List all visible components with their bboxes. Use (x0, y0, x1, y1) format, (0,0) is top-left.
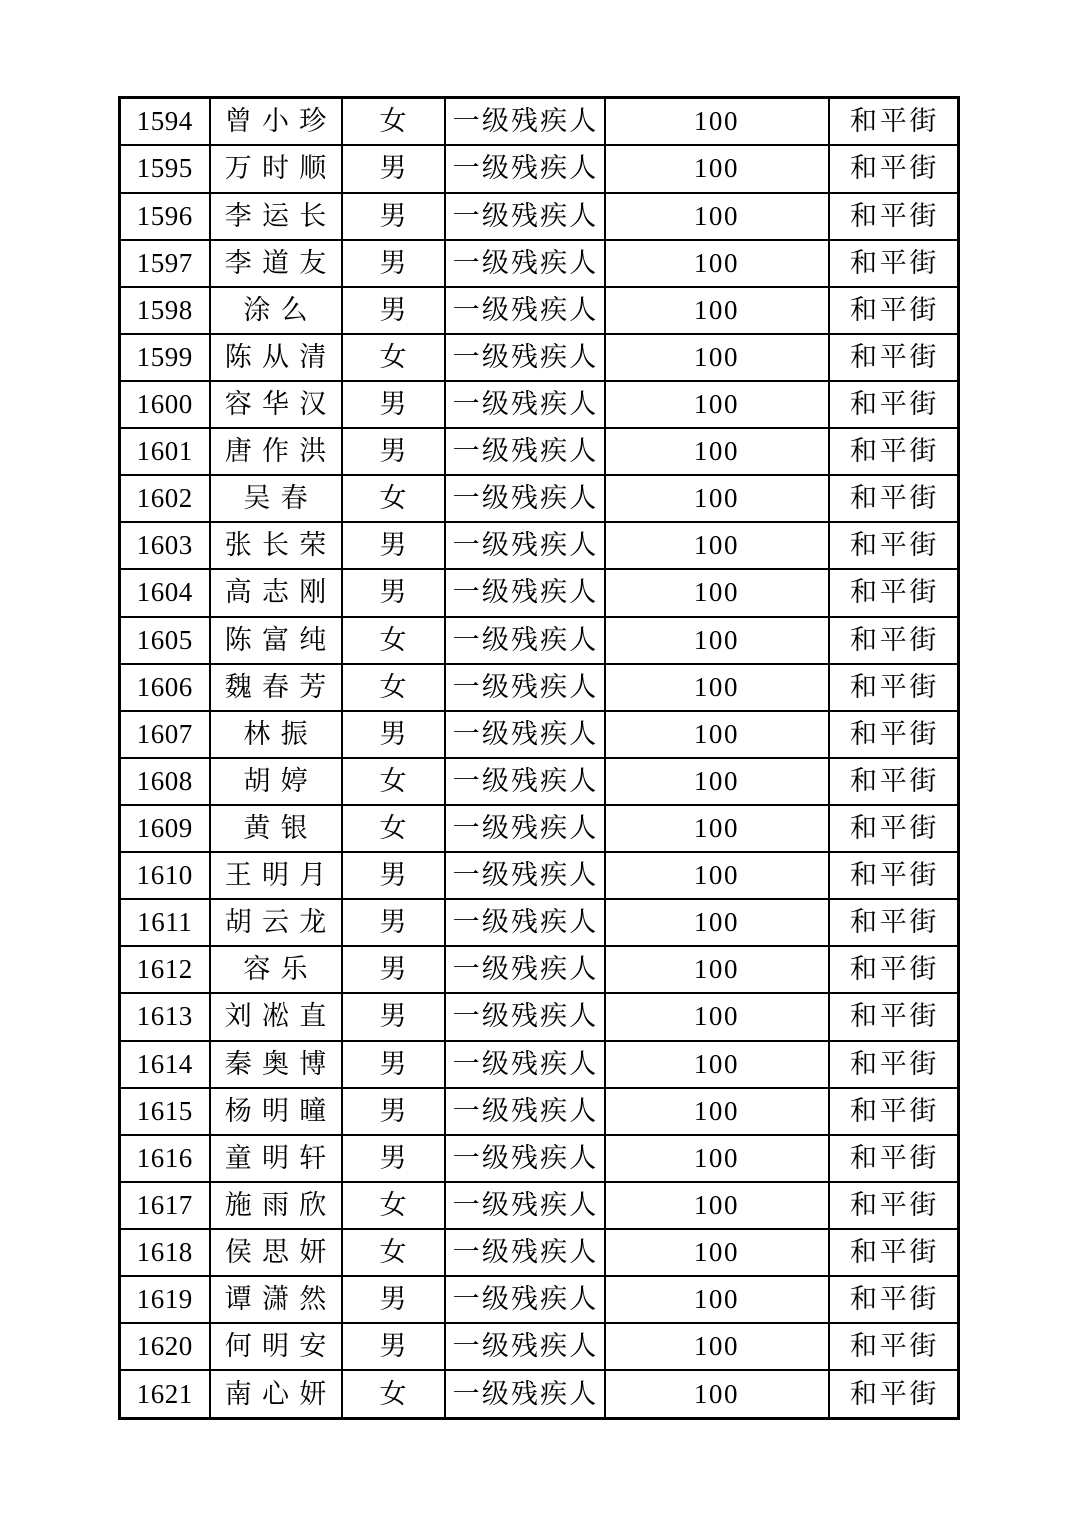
cell-category: 一级残疾人 (445, 1135, 605, 1182)
cell-person-name: 魏春芳 (210, 664, 342, 711)
cell-street: 和平街 (829, 617, 959, 664)
table-row (120, 569, 959, 616)
cell-serial-number: 1597 (120, 240, 210, 287)
table-row (120, 475, 959, 522)
cell-street: 和平街 (829, 899, 959, 946)
cell-street: 和平街 (829, 852, 959, 899)
table-row (120, 758, 959, 805)
table-row (120, 522, 959, 569)
cell-amount: 100 (605, 946, 829, 993)
table-row (120, 1182, 959, 1229)
cell-gender: 男 (342, 287, 445, 334)
cell-amount: 100 (605, 993, 829, 1040)
cell-person-name: 曾小珍 (210, 98, 342, 146)
cell-serial-number: 1612 (120, 946, 210, 993)
table-row (120, 145, 959, 192)
cell-category: 一级残疾人 (445, 1323, 605, 1370)
cell-amount: 100 (605, 758, 829, 805)
cell-street: 和平街 (829, 193, 959, 240)
cell-gender: 男 (342, 145, 445, 192)
cell-serial-number: 1613 (120, 993, 210, 1040)
cell-serial-number: 1598 (120, 287, 210, 334)
subsidy-roster-table (118, 96, 960, 1420)
cell-person-name: 陈富纯 (210, 617, 342, 664)
cell-serial-number: 1620 (120, 1323, 210, 1370)
cell-person-name: 谭潇然 (210, 1276, 342, 1323)
cell-amount: 100 (605, 428, 829, 475)
cell-serial-number: 1606 (120, 664, 210, 711)
cell-person-name: 吴春 (210, 475, 342, 522)
cell-street: 和平街 (829, 1323, 959, 1370)
cell-amount: 100 (605, 522, 829, 569)
cell-category: 一级残疾人 (445, 569, 605, 616)
table-row (120, 428, 959, 475)
cell-category: 一级残疾人 (445, 993, 605, 1040)
table-row (120, 1088, 959, 1135)
cell-person-name: 李运长 (210, 193, 342, 240)
cell-amount: 100 (605, 805, 829, 852)
cell-street: 和平街 (829, 98, 959, 146)
cell-category: 一级残疾人 (445, 475, 605, 522)
table-row (120, 334, 959, 381)
cell-street: 和平街 (829, 475, 959, 522)
cell-category: 一级残疾人 (445, 334, 605, 381)
cell-gender: 女 (342, 98, 445, 146)
cell-amount: 100 (605, 569, 829, 616)
cell-amount: 100 (605, 240, 829, 287)
cell-gender: 女 (342, 475, 445, 522)
cell-street: 和平街 (829, 1088, 959, 1135)
table-row (120, 946, 959, 993)
cell-serial-number: 1602 (120, 475, 210, 522)
cell-serial-number: 1609 (120, 805, 210, 852)
cell-amount: 100 (605, 664, 829, 711)
cell-street: 和平街 (829, 1041, 959, 1088)
cell-gender: 男 (342, 1135, 445, 1182)
cell-person-name: 容华汉 (210, 381, 342, 428)
cell-gender: 男 (342, 946, 445, 993)
cell-serial-number: 1596 (120, 193, 210, 240)
cell-category: 一级残疾人 (445, 711, 605, 758)
cell-street: 和平街 (829, 287, 959, 334)
cell-person-name: 容乐 (210, 946, 342, 993)
cell-gender: 女 (342, 1182, 445, 1229)
cell-person-name: 李道友 (210, 240, 342, 287)
cell-street: 和平街 (829, 1276, 959, 1323)
cell-gender: 男 (342, 1041, 445, 1088)
cell-category: 一级残疾人 (445, 193, 605, 240)
cell-gender: 男 (342, 711, 445, 758)
table-row (120, 805, 959, 852)
cell-serial-number: 1600 (120, 381, 210, 428)
cell-serial-number: 1607 (120, 711, 210, 758)
cell-serial-number: 1619 (120, 1276, 210, 1323)
cell-amount: 100 (605, 617, 829, 664)
cell-person-name: 高志刚 (210, 569, 342, 616)
cell-category: 一级残疾人 (445, 98, 605, 146)
cell-serial-number: 1621 (120, 1370, 210, 1418)
cell-amount: 100 (605, 1229, 829, 1276)
cell-street: 和平街 (829, 993, 959, 1040)
cell-category: 一级残疾人 (445, 617, 605, 664)
cell-gender: 男 (342, 899, 445, 946)
cell-amount: 100 (605, 1370, 829, 1418)
cell-category: 一级残疾人 (445, 1182, 605, 1229)
cell-amount: 100 (605, 711, 829, 758)
table-row (120, 1370, 959, 1418)
cell-person-name: 秦奥博 (210, 1041, 342, 1088)
cell-gender: 男 (342, 522, 445, 569)
cell-amount: 100 (605, 1041, 829, 1088)
cell-person-name: 侯思妍 (210, 1229, 342, 1276)
cell-person-name: 杨明曈 (210, 1088, 342, 1135)
cell-gender: 男 (342, 569, 445, 616)
cell-amount: 100 (605, 1182, 829, 1229)
cell-amount: 100 (605, 899, 829, 946)
cell-category: 一级残疾人 (445, 381, 605, 428)
cell-street: 和平街 (829, 381, 959, 428)
cell-person-name: 陈从清 (210, 334, 342, 381)
cell-serial-number: 1594 (120, 98, 210, 146)
table-row (120, 240, 959, 287)
cell-category: 一级残疾人 (445, 946, 605, 993)
cell-gender: 女 (342, 617, 445, 664)
cell-category: 一级残疾人 (445, 1276, 605, 1323)
cell-gender: 男 (342, 381, 445, 428)
cell-person-name: 童明轩 (210, 1135, 342, 1182)
table-row (120, 993, 959, 1040)
table-row (120, 852, 959, 899)
cell-category: 一级残疾人 (445, 758, 605, 805)
cell-person-name: 胡婷 (210, 758, 342, 805)
cell-serial-number: 1610 (120, 852, 210, 899)
table-row (120, 899, 959, 946)
table-row (120, 1276, 959, 1323)
cell-street: 和平街 (829, 522, 959, 569)
cell-person-name: 涂么 (210, 287, 342, 334)
cell-category: 一级残疾人 (445, 899, 605, 946)
cell-amount: 100 (605, 193, 829, 240)
cell-person-name: 张长荣 (210, 522, 342, 569)
cell-street: 和平街 (829, 664, 959, 711)
cell-street: 和平街 (829, 1229, 959, 1276)
cell-amount: 100 (605, 1088, 829, 1135)
cell-street: 和平街 (829, 1182, 959, 1229)
cell-gender: 女 (342, 1370, 445, 1418)
cell-serial-number: 1604 (120, 569, 210, 616)
cell-category: 一级残疾人 (445, 240, 605, 287)
table-row (120, 617, 959, 664)
table-row (120, 381, 959, 428)
cell-serial-number: 1608 (120, 758, 210, 805)
cell-gender: 男 (342, 993, 445, 1040)
cell-category: 一级残疾人 (445, 428, 605, 475)
cell-category: 一级残疾人 (445, 522, 605, 569)
table-row (120, 711, 959, 758)
cell-person-name: 万时顺 (210, 145, 342, 192)
cell-gender: 男 (342, 240, 445, 287)
cell-gender: 女 (342, 334, 445, 381)
table-row (120, 664, 959, 711)
cell-gender: 女 (342, 664, 445, 711)
cell-category: 一级残疾人 (445, 852, 605, 899)
cell-amount: 100 (605, 1323, 829, 1370)
roster-table-body (120, 98, 959, 1419)
cell-category: 一级残疾人 (445, 1041, 605, 1088)
cell-street: 和平街 (829, 145, 959, 192)
cell-serial-number: 1611 (120, 899, 210, 946)
cell-serial-number: 1601 (120, 428, 210, 475)
cell-street: 和平街 (829, 334, 959, 381)
cell-serial-number: 1615 (120, 1088, 210, 1135)
cell-street: 和平街 (829, 240, 959, 287)
cell-category: 一级残疾人 (445, 664, 605, 711)
cell-gender: 男 (342, 1323, 445, 1370)
cell-street: 和平街 (829, 758, 959, 805)
cell-serial-number: 1603 (120, 522, 210, 569)
cell-street: 和平街 (829, 1135, 959, 1182)
cell-category: 一级残疾人 (445, 1229, 605, 1276)
cell-amount: 100 (605, 145, 829, 192)
cell-amount: 100 (605, 475, 829, 522)
cell-serial-number: 1618 (120, 1229, 210, 1276)
table-row (120, 1323, 959, 1370)
table-row (120, 287, 959, 334)
cell-street: 和平街 (829, 711, 959, 758)
cell-gender: 男 (342, 852, 445, 899)
cell-street: 和平街 (829, 1370, 959, 1418)
cell-person-name: 黄银 (210, 805, 342, 852)
cell-person-name: 施雨欣 (210, 1182, 342, 1229)
cell-street: 和平街 (829, 428, 959, 475)
cell-person-name: 王明月 (210, 852, 342, 899)
cell-street: 和平街 (829, 946, 959, 993)
table-row (120, 193, 959, 240)
cell-person-name: 林振 (210, 711, 342, 758)
cell-category: 一级残疾人 (445, 805, 605, 852)
cell-person-name: 刘凇直 (210, 993, 342, 1040)
cell-serial-number: 1617 (120, 1182, 210, 1229)
table-row (120, 1135, 959, 1182)
cell-serial-number: 1616 (120, 1135, 210, 1182)
cell-serial-number: 1599 (120, 334, 210, 381)
cell-amount: 100 (605, 1276, 829, 1323)
cell-serial-number: 1595 (120, 145, 210, 192)
cell-serial-number: 1605 (120, 617, 210, 664)
cell-category: 一级残疾人 (445, 1370, 605, 1418)
cell-amount: 100 (605, 334, 829, 381)
cell-amount: 100 (605, 1135, 829, 1182)
cell-gender: 女 (342, 758, 445, 805)
cell-category: 一级残疾人 (445, 145, 605, 192)
cell-gender: 女 (342, 1229, 445, 1276)
cell-category: 一级残疾人 (445, 287, 605, 334)
cell-person-name: 何明安 (210, 1323, 342, 1370)
cell-street: 和平街 (829, 569, 959, 616)
cell-person-name: 唐作洪 (210, 428, 342, 475)
table-row (120, 1041, 959, 1088)
cell-category: 一级残疾人 (445, 1088, 605, 1135)
cell-gender: 女 (342, 805, 445, 852)
table-row (120, 98, 959, 146)
cell-person-name: 南心妍 (210, 1370, 342, 1418)
cell-person-name: 胡云龙 (210, 899, 342, 946)
cell-serial-number: 1614 (120, 1041, 210, 1088)
cell-gender: 男 (342, 428, 445, 475)
table-row (120, 1229, 959, 1276)
cell-amount: 100 (605, 381, 829, 428)
cell-gender: 男 (342, 1088, 445, 1135)
cell-amount: 100 (605, 287, 829, 334)
cell-gender: 男 (342, 1276, 445, 1323)
cell-street: 和平街 (829, 805, 959, 852)
cell-amount: 100 (605, 98, 829, 146)
cell-gender: 男 (342, 193, 445, 240)
cell-amount: 100 (605, 852, 829, 899)
